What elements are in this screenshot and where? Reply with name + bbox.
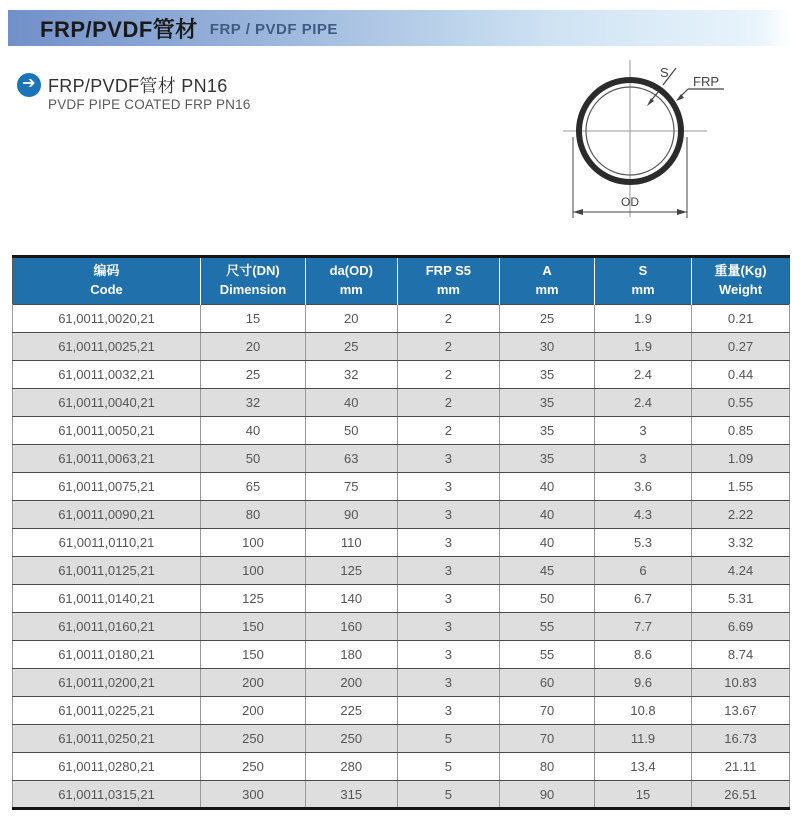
header-line1: FRP S5: [425, 263, 472, 279]
cell-code: 61,0011,0110,21: [13, 529, 201, 557]
pipe-cross-section-diagram: [540, 55, 800, 240]
cell-a: 90: [500, 781, 595, 809]
header-cell: [594, 257, 691, 305]
table-row: [13, 501, 790, 529]
header-line1: da(OD): [329, 263, 373, 279]
cell-code: 61,0011,0250,21: [13, 725, 201, 753]
frp-label: FRP: [693, 74, 719, 89]
cell-od: 75: [305, 473, 397, 501]
cell-s: 8.6: [594, 641, 691, 669]
cell-frp-s5: 3: [397, 669, 500, 697]
cell-code: 61,0011,0140,21: [13, 585, 201, 613]
cell-dimension: 20: [201, 333, 306, 361]
header-line2: mm: [631, 282, 655, 297]
od-arrow-left: [573, 209, 583, 215]
cell-a: 30: [500, 333, 595, 361]
cell-dimension: 40: [201, 417, 306, 445]
cell-weight: 10.83: [692, 669, 790, 697]
cell-code: 61,0011,0200,21: [13, 669, 201, 697]
table-row: [13, 529, 790, 557]
cell-s: 10.8: [594, 697, 691, 725]
banner-title-zh: FRP/PVDF管材: [40, 16, 198, 42]
cell-a: 55: [500, 641, 595, 669]
od-arrow-right: [677, 209, 687, 215]
cell-code: 61,0011,0225,21: [13, 697, 201, 725]
cell-a: 35: [500, 445, 595, 473]
s-label: S: [660, 65, 669, 80]
table-row: [13, 305, 790, 333]
cell-frp-s5: 2: [397, 361, 500, 389]
cell-frp-s5: 3: [397, 585, 500, 613]
table-row: [13, 333, 790, 361]
cell-od: 140: [305, 585, 397, 613]
page-header-banner: [8, 10, 790, 46]
s-arrowhead: [647, 98, 654, 106]
cell-s: 15: [594, 781, 691, 809]
cell-code: 61,0011,0063,21: [13, 445, 201, 473]
cell-frp-s5: 3: [397, 697, 500, 725]
table-row: [13, 557, 790, 585]
cell-frp-s5: 2: [397, 417, 500, 445]
cell-s: 13.4: [594, 753, 691, 781]
cell-od: 225: [305, 697, 397, 725]
table-row: [13, 725, 790, 753]
cell-code: 61,0011,0020,21: [13, 305, 201, 333]
cell-weight: 3.32: [692, 529, 790, 557]
cell-od: 110: [305, 529, 397, 557]
cell-od: 200: [305, 669, 397, 697]
section-bullet-arrow-icon: [17, 73, 41, 97]
header-line1: 尺寸(DN): [226, 263, 280, 279]
cell-weight: 0.55: [692, 389, 790, 417]
header-line1: 编码: [93, 263, 120, 279]
table-row: [13, 669, 790, 697]
cell-dimension: 25: [201, 361, 306, 389]
cell-dimension: 200: [201, 669, 306, 697]
cell-s: 3: [594, 445, 691, 473]
cell-frp-s5: 2: [397, 333, 500, 361]
header-cell: [13, 257, 201, 305]
cell-a: 35: [500, 389, 595, 417]
header-cell: [201, 257, 306, 305]
cell-dimension: 65: [201, 473, 306, 501]
cell-weight: 4.24: [692, 557, 790, 585]
cell-dimension: 250: [201, 753, 306, 781]
cell-code: 61,0011,0032,21: [13, 361, 201, 389]
header-cell: [692, 257, 790, 305]
table-row: [13, 585, 790, 613]
cell-s: 6: [594, 557, 691, 585]
cell-frp-s5: 3: [397, 445, 500, 473]
cell-s: 3.6: [594, 473, 691, 501]
header-line2: mm: [436, 282, 460, 297]
cell-a: 40: [500, 529, 595, 557]
cell-s: 6.7: [594, 585, 691, 613]
cell-s: 9.6: [594, 669, 691, 697]
table-row: [13, 697, 790, 725]
cell-s: 4.3: [594, 501, 691, 529]
cell-frp-s5: 5: [397, 781, 500, 809]
cell-dimension: 50: [201, 445, 306, 473]
cell-s: 2.4: [594, 361, 691, 389]
header-line1: A: [542, 263, 552, 279]
cell-a: 25: [500, 305, 595, 333]
cell-code: 61,0011,0090,21: [13, 501, 201, 529]
header-line2: mm: [535, 282, 559, 297]
cell-s: 11.9: [594, 725, 691, 753]
cell-od: 32: [305, 361, 397, 389]
cell-weight: 2.22: [692, 501, 790, 529]
section-subtitle: PVDF PIPE COATED FRP PN16: [48, 97, 251, 112]
cell-od: 50: [305, 417, 397, 445]
cell-od: 180: [305, 641, 397, 669]
cell-dimension: 300: [201, 781, 306, 809]
header-line1: S: [638, 263, 648, 279]
cell-dimension: 150: [201, 613, 306, 641]
cell-dimension: 100: [201, 529, 306, 557]
header-cell: [305, 257, 397, 305]
cell-od: 90: [305, 501, 397, 529]
table-row: [13, 613, 790, 641]
cell-frp-s5: 3: [397, 501, 500, 529]
cell-a: 40: [500, 501, 595, 529]
cell-frp-s5: 2: [397, 389, 500, 417]
cell-dimension: 80: [201, 501, 306, 529]
pipe-spec-table: [12, 255, 790, 810]
right-arrow-icon: ➔: [22, 75, 36, 92]
cell-a: 45: [500, 557, 595, 585]
cell-a: 50: [500, 585, 595, 613]
cell-a: 70: [500, 697, 595, 725]
cell-frp-s5: 3: [397, 473, 500, 501]
cell-code: 61,0011,0125,21: [13, 557, 201, 585]
header-line2: Weight: [718, 282, 763, 297]
cell-weight: 0.21: [692, 305, 790, 333]
cell-od: 125: [305, 557, 397, 585]
cell-dimension: 32: [201, 389, 306, 417]
cell-weight: 0.44: [692, 361, 790, 389]
header-line2: mm: [339, 282, 363, 297]
table-row: [13, 641, 790, 669]
section-title: FRP/PVDF管材 PN16: [48, 76, 228, 96]
od-label: OD: [621, 195, 639, 209]
cell-od: 20: [305, 305, 397, 333]
cell-od: 63: [305, 445, 397, 473]
cell-s: 2.4: [594, 389, 691, 417]
header-cell: [397, 257, 500, 305]
table-header-row: [13, 257, 790, 305]
table-row: [13, 417, 790, 445]
cell-weight: 26.51: [692, 781, 790, 809]
cell-s: 1.9: [594, 305, 691, 333]
table-row: [13, 473, 790, 501]
cell-a: 70: [500, 725, 595, 753]
cell-frp-s5: 3: [397, 557, 500, 585]
cell-a: 80: [500, 753, 595, 781]
table-row: [13, 389, 790, 417]
cell-od: 280: [305, 753, 397, 781]
cell-dimension: 150: [201, 641, 306, 669]
table-row: [13, 445, 790, 473]
cell-weight: 5.31: [692, 585, 790, 613]
cell-od: 250: [305, 725, 397, 753]
header-line1: 重量(Kg): [714, 263, 767, 279]
cell-code: 61,0011,0315,21: [13, 781, 201, 809]
cell-frp-s5: 3: [397, 641, 500, 669]
cell-a: 60: [500, 669, 595, 697]
table-row: [13, 361, 790, 389]
spec-table-body: [13, 305, 790, 809]
cell-s: 1.9: [594, 333, 691, 361]
cell-od: 315: [305, 781, 397, 809]
cell-dimension: 125: [201, 585, 306, 613]
cell-weight: 0.27: [692, 333, 790, 361]
cell-weight: 1.55: [692, 473, 790, 501]
table-row: [13, 753, 790, 781]
cell-a: 35: [500, 417, 595, 445]
cell-weight: 13.67: [692, 697, 790, 725]
table-row: [13, 781, 790, 809]
cell-a: 55: [500, 613, 595, 641]
cell-code: 61,0011,0025,21: [13, 333, 201, 361]
cell-weight: 0.85: [692, 417, 790, 445]
cell-weight: 1.09: [692, 445, 790, 473]
cell-s: 7.7: [594, 613, 691, 641]
cell-s: 3: [594, 417, 691, 445]
cell-dimension: 15: [201, 305, 306, 333]
cell-a: 40: [500, 473, 595, 501]
cell-weight: 21.11: [692, 753, 790, 781]
cell-od: 25: [305, 333, 397, 361]
cell-frp-s5: 3: [397, 529, 500, 557]
cell-code: 61,0011,0075,21: [13, 473, 201, 501]
frp-arrowhead: [676, 94, 684, 101]
cell-od: 40: [305, 389, 397, 417]
cell-a: 35: [500, 361, 595, 389]
cell-code: 61,0011,0050,21: [13, 417, 201, 445]
cell-frp-s5: 5: [397, 753, 500, 781]
cell-s: 5.3: [594, 529, 691, 557]
cell-weight: 8.74: [692, 641, 790, 669]
cell-code: 61,0011,0040,21: [13, 389, 201, 417]
cell-dimension: 250: [201, 725, 306, 753]
cell-dimension: 200: [201, 697, 306, 725]
cell-frp-s5: 3: [397, 613, 500, 641]
cell-weight: 6.69: [692, 613, 790, 641]
cell-code: 61,0011,0180,21: [13, 641, 201, 669]
header-line2: Dimension: [219, 282, 287, 297]
cell-dimension: 100: [201, 557, 306, 585]
cell-weight: 16.73: [692, 725, 790, 753]
header-cell: [500, 257, 595, 305]
banner-title-en: FRP / PVDF PIPE: [209, 21, 338, 38]
cell-code: 61,0011,0280,21: [13, 753, 201, 781]
header-line2: Code: [90, 282, 123, 297]
cell-code: 61,0011,0160,21: [13, 613, 201, 641]
cell-od: 160: [305, 613, 397, 641]
cell-frp-s5: 5: [397, 725, 500, 753]
cell-frp-s5: 2: [397, 305, 500, 333]
